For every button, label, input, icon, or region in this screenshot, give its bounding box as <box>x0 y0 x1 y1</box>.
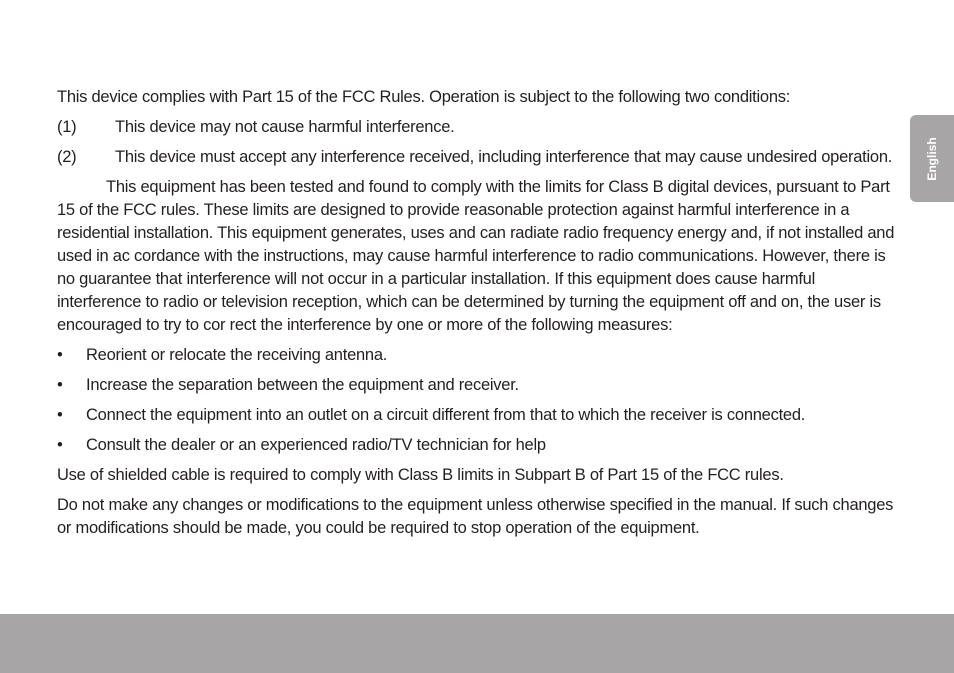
footer-bar <box>0 614 954 673</box>
measure-text: Increase the separation between the equipment and receiver. <box>86 376 519 394</box>
compliance-paragraph: This equipment has been tested and found to comply with the limits for Class B digital devices, pursuant to Part 15 of the FCC rules. These limits are designed to provide reasonable protection against harmful interference in a residential installation. This equipment generates, uses and can radiate radio frequency energy and, if not installed and used in ac cordance with the instructions, may cause harmful interference to radio communications. However, there is no guarantee that interference will not occur in a particular installation. If this equipment does cause harmful interference to radio or television reception, which can be determined by turning the equipment off and on, the user is encouraged to try to cor rect the interference by one or more of the following measures: <box>57 178 895 334</box>
measure-text: Reorient or relocate the receiving antenna. <box>86 346 388 364</box>
measures-list <box>57 344 900 457</box>
fcc-intro: This device complies with Part 15 of the FCC Rules. Operation is subject to the following two conditions: <box>57 88 791 106</box>
condition-number: (2) <box>57 148 77 166</box>
fcc-statement <box>57 86 900 547</box>
bullet-icon: • <box>57 346 63 364</box>
language-tab <box>910 115 954 202</box>
condition-item <box>57 116 900 139</box>
condition-item <box>57 146 900 169</box>
measure-item <box>57 344 900 367</box>
measure-item <box>57 404 900 427</box>
measure-item <box>57 434 900 457</box>
measure-item <box>57 374 900 397</box>
modifications-note: Do not make any changes or modifications to the equipment unless otherwise specified in the manual. If such changes or modifications should be made, you could be required to stop operation of the equipment. <box>57 496 894 537</box>
condition-text: This device must accept any interference received, including interference that may cause undesired operation. <box>115 148 893 166</box>
condition-number: (1) <box>57 118 77 136</box>
measure-text: Connect the equipment into an outlet on a circuit different from that to which the receiver is connected. <box>86 406 806 424</box>
bullet-icon: • <box>57 436 63 454</box>
language-tab-label: English <box>925 136 939 181</box>
measure-text: Consult the dealer or an experienced radio/TV technician for help <box>86 436 546 454</box>
bullet-icon: • <box>57 376 63 394</box>
shielded-cable-note: Use of shielded cable is required to comply with Class B limits in Subpart B of Part 15 of the FCC rules. <box>57 466 784 484</box>
bullet-icon: • <box>57 406 63 424</box>
condition-text: This device may not cause harmful interference. <box>115 118 455 136</box>
